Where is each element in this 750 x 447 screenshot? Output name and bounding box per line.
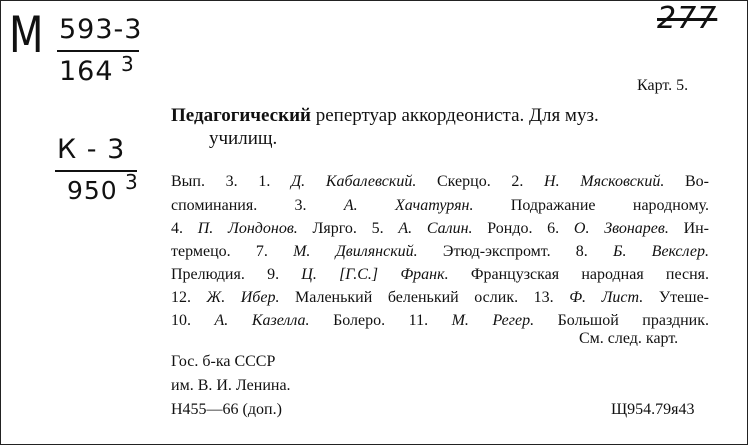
contents-text: Этюд-экспромт. 8. [417, 243, 614, 260]
contents-text: Прелюдия. 9. [171, 266, 302, 283]
handwritten-shelf-letter: М [9, 6, 45, 64]
contents-text: 12. [171, 289, 207, 306]
composer-name: А. Казелла. [214, 312, 310, 329]
handwritten-code-top-numerator: 593-3 [59, 14, 143, 45]
composer-name: О. Звонарев. [573, 220, 669, 237]
contents-line-text [171, 266, 709, 284]
contents-text: Ин- [668, 220, 710, 237]
contents-line [171, 220, 709, 238]
contents-line [171, 243, 709, 261]
contents-text: Утеше- [643, 289, 710, 306]
contents-text: Во- [664, 173, 710, 190]
handwritten-corner-number: 277 [657, 1, 718, 36]
contents-line-text [171, 197, 709, 215]
contents-line-text [171, 220, 709, 238]
contents-line [171, 266, 709, 284]
handwritten-code-k-superscript: 3 [125, 170, 139, 194]
contents-text: 10. [171, 312, 215, 329]
contents-line [171, 197, 709, 215]
contents-text: Вып. 3. 1. [171, 173, 291, 190]
contents-text: Рондо. 6. [472, 220, 574, 237]
composer-name: А. Хачатурян. [343, 197, 474, 214]
title-line-2: училищ. [209, 128, 278, 149]
contents-line-text [171, 243, 709, 261]
composer-name: Б. Векслер. [613, 243, 710, 260]
composer-name: Ж. Ибер. [206, 289, 280, 306]
library-line-2: им. В. И. Ленина. [171, 377, 291, 394]
handwritten-code-k-denominator: 950 [67, 176, 118, 205]
contents-text: термецо. 7. [171, 243, 294, 260]
contents-text: Французская народная песня. [448, 266, 710, 283]
composer-name: Н. Мясковский. [544, 173, 665, 190]
title-line-1 [171, 105, 599, 127]
contents-text: Скерцо. 2. [416, 173, 545, 190]
composer-name: Ц. [Г.С.] Франк. [301, 266, 449, 283]
contents-text: Лярго. 5. [297, 220, 399, 237]
contents-text: Болеро. 11. [309, 312, 452, 329]
title-bold: Педагогический [171, 105, 311, 126]
catalog-code: Щ954.79я43 [611, 401, 695, 418]
composer-name: А. Салин. [398, 220, 473, 237]
card-number: Карт. 5. [637, 77, 689, 94]
handwritten-code-k-numerator: К - 3 [57, 134, 126, 165]
contents-text: споминания. 3. [171, 197, 344, 214]
composer-name: М. Регер. [451, 312, 535, 329]
contents-line [171, 173, 709, 191]
contents-line-text [171, 312, 709, 330]
handwritten-code-top-denominator: 164 [59, 56, 114, 87]
composer-name: Ф. Лист. [569, 289, 644, 306]
contents-text: Маленький беленький ослик. 13. [279, 289, 570, 306]
library-line-3: Н455—66 (доп.) [171, 401, 282, 418]
see-next-card: См. след. карт. [579, 330, 679, 347]
composer-name: П. Лондонов. [197, 220, 298, 237]
title-rest: репертуар аккордеониста. Для муз. [310, 105, 599, 126]
contents-text: Большой праздник. [534, 312, 710, 329]
contents-line-text [171, 289, 709, 307]
contents-text: 4. [171, 220, 198, 237]
contents-line [171, 312, 709, 330]
handwritten-code-top-superscript: 3 [121, 52, 135, 76]
composer-name: Д. Кабалевский. [291, 173, 417, 190]
contents-line [171, 289, 709, 307]
composer-name: М. Двилянский. [293, 243, 418, 260]
contents-text: Подражание народному. [473, 197, 710, 214]
library-line-1: Гос. б-ка СССР [171, 353, 276, 370]
contents-line-text [171, 173, 709, 191]
